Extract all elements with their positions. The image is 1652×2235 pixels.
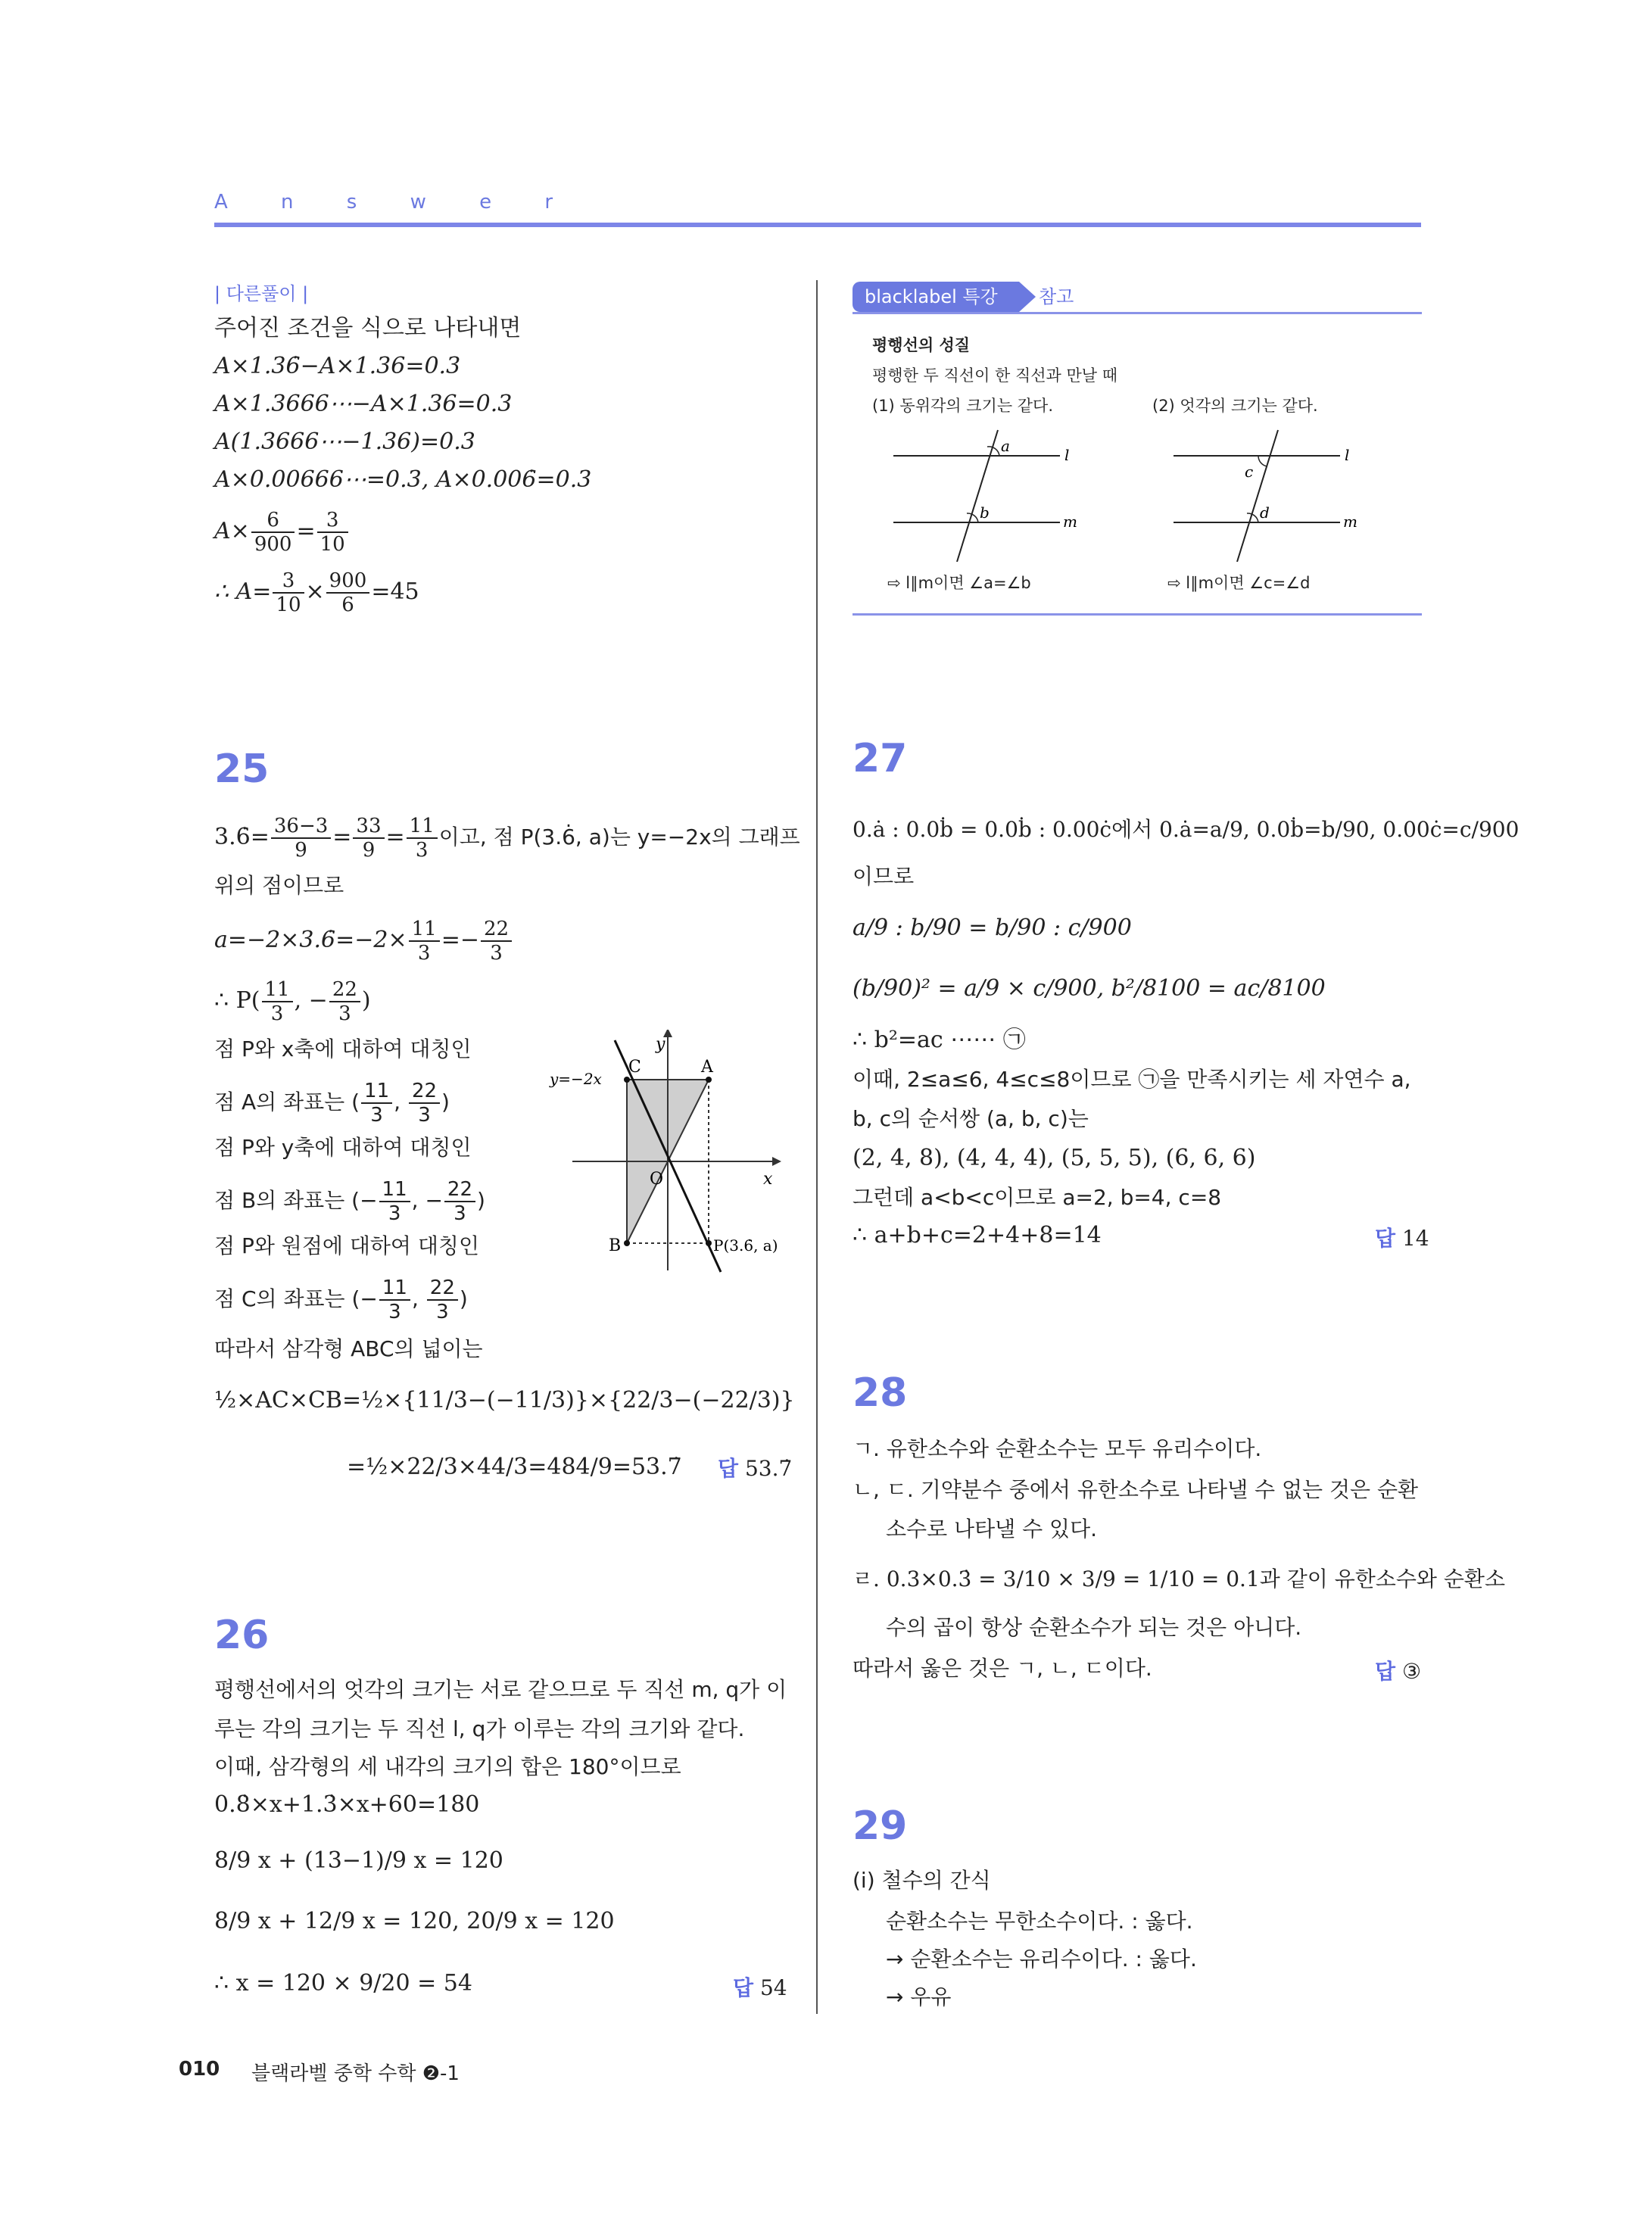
num: 3: [273, 569, 304, 594]
p25-answer: [718, 1452, 792, 1482]
p28-line: ㄴ, ㄷ. 기약분수 중에서 유한소수로 나타낼 수 없는 것은 순환: [852, 1477, 1419, 1502]
num: 36−3: [271, 815, 331, 839]
p29-line: → 순환소수는 유리수이다. : 옳다.: [886, 1947, 1197, 1972]
den: 3: [417, 942, 431, 965]
p27-line: 0.ȧ : 0.0ḃ = 0.0ḃ : 0.00ċ에서 0.ȧ=a/9, 0.0ḃ=b/90, 0.00ċ=c/900: [852, 817, 1520, 842]
label-m: m: [1063, 513, 1077, 531]
answer-value: ③: [1401, 1659, 1422, 1684]
p25-line: 3.6̇= $\frac{36-3}{9}$ = $\frac{33}{9}$ = $\frac{11}{3}$ 이고, 점 P(3.6̇, a)는 y=−2x의 그래프: [214, 815, 800, 862]
problem-26-number: 26: [214, 1613, 270, 1658]
box-case-2: (2) 엇각의 크기는 같다.: [1152, 397, 1318, 415]
box-formula-2: ⇨ l∥m이면 ∠c=∠d: [1167, 574, 1311, 592]
label-l: l: [1064, 446, 1070, 464]
text: =45: [371, 578, 419, 605]
num: 22: [329, 978, 360, 1002]
text: 점 A의 좌표는 (: [214, 1089, 360, 1114]
x-label: x: [763, 1170, 773, 1189]
box-formula-1: ⇨ l∥m이면 ∠a=∠b: [887, 574, 1031, 592]
corresponding-angles-figure: [889, 425, 1086, 562]
alt-line: A×1.36̇−A×1.36=0.3: [214, 353, 461, 379]
p-label: P(3.6̇, a): [713, 1236, 778, 1255]
p25-line: 점 P와 x축에 대하여 대칭인: [214, 1036, 472, 1061]
alt-line: A×0.00666⋯=0.3, A×0.006̇=0.3: [214, 466, 592, 493]
den: 3: [490, 942, 503, 965]
header-rule: [214, 223, 1421, 227]
p27-line: 그런데 a<b<c이므로 a=2, b=4, c=8: [852, 1185, 1222, 1210]
angle-b-arc: [967, 513, 978, 522]
den: 9: [362, 839, 376, 862]
den: 3: [370, 1104, 383, 1127]
answer-header: A n s w e r: [214, 191, 577, 214]
text: ): [459, 1286, 468, 1311]
num: 22: [444, 1178, 475, 1202]
p28-line: 수의 곱이 항상 순환소수가 되는 것은 아니다.: [886, 1615, 1302, 1640]
p26-answer: [733, 1972, 787, 2002]
origin-label: O: [650, 1170, 664, 1189]
p28-line: 소수로 나타낼 수 있다.: [886, 1516, 1098, 1541]
answer-label: 답: [733, 1975, 754, 2000]
label-m: m: [1343, 513, 1357, 531]
text: ,: [394, 1089, 407, 1114]
text: , −: [294, 987, 328, 1014]
problem-29-number: 29: [852, 1803, 908, 1849]
text: =−: [441, 927, 479, 953]
text: ×: [305, 578, 325, 605]
den: 900: [254, 533, 292, 556]
den: 9: [295, 839, 307, 862]
p25-area-result: =½×22/3×44/3=484/9=53.7̇: [347, 1454, 682, 1480]
text: ∴ P(: [214, 987, 260, 1014]
p26-line: 0.8̇×x+1.3̇×x+60=180: [214, 1791, 480, 1818]
num: 22: [409, 1080, 440, 1104]
c-label: C: [628, 1058, 641, 1077]
p27-line: 이므로: [852, 864, 915, 889]
num: 11: [379, 1178, 410, 1202]
box-bottom-rule: [852, 613, 1422, 616]
den: 3: [418, 1104, 431, 1127]
text: 이고, 점 P(3.6̇, a)는 y=−2x의 그래프: [438, 824, 800, 849]
p27-line: b, c의 순서쌍 (a, b, c)는: [852, 1106, 1089, 1131]
answer-label: 답: [718, 1456, 739, 1481]
p25-line: 점 P와 원점에 대하여 대칭인: [214, 1233, 480, 1258]
angle-d-arc: [1247, 513, 1258, 522]
num: 3: [317, 509, 348, 533]
num: 33: [353, 815, 384, 839]
p27-line: ∴ b²=ac ⋯⋯ ㉠: [852, 1027, 1026, 1053]
alt-line: A×1.3666⋯−A×1.36=0.3: [214, 391, 513, 417]
a-label: A: [701, 1058, 713, 1077]
point-a: [706, 1077, 712, 1083]
p29-line: 순환소수는 무한소수이다. : 옳다.: [886, 1909, 1193, 1934]
p25-line: [214, 978, 371, 1025]
text: ): [477, 1188, 485, 1213]
den: 6: [341, 594, 354, 616]
p28-answer: [1375, 1655, 1421, 1685]
transversal: [957, 430, 998, 562]
num: 11: [379, 1276, 410, 1301]
label-d: d: [1260, 503, 1270, 522]
label-l: l: [1345, 446, 1350, 464]
p25-line: 따라서 삼각형 ABC의 넓이는: [214, 1336, 483, 1361]
p28-line: ㄱ. 유한소수와 순환소수는 모두 유리수이다.: [852, 1436, 1262, 1461]
text: ): [441, 1089, 450, 1114]
alt-line: A(1.3666⋯−1.36)=0.3: [214, 429, 475, 455]
p27-line: (2, 4, 8), (4, 4, 4), (5, 5, 5), (6, 6, 6): [852, 1145, 1256, 1171]
blacklabel-box: [852, 282, 1422, 615]
den: 3: [415, 839, 429, 862]
box-tag: 참고: [1039, 286, 1074, 307]
box-top-rule: [852, 312, 1422, 314]
alt-line: 주어진 조건을 식으로 나타내면: [214, 315, 522, 341]
box-desc: 평행한 두 직선이 한 직선과 만날 때: [872, 366, 1118, 385]
text: 점 B의 좌표는 (−: [214, 1188, 378, 1213]
p26-line: 8/9 x + (13−1)/9 x = 120: [214, 1847, 503, 1874]
eq-label: y=−2x: [550, 1070, 602, 1088]
book-title: 블랙라벨 중학 수학 ❷-1: [251, 2062, 460, 2085]
p25-line: 위의 점이므로: [214, 873, 344, 898]
p25-area-line: ½×AC×CB=½×{11/3−(−11/3)}×{22/3−(−22/3)}: [214, 1387, 795, 1414]
box-tab: blacklabel 특강: [852, 282, 1019, 312]
problem-27-number: 27: [852, 736, 908, 781]
text: =: [296, 518, 316, 544]
point-b: [624, 1240, 630, 1246]
point-c: [624, 1077, 630, 1083]
label-c: c: [1245, 463, 1254, 481]
den: 3: [388, 1202, 401, 1225]
problem-25-number: 25: [214, 747, 270, 792]
point-p: [706, 1240, 712, 1246]
num: 6: [251, 509, 295, 533]
label-a: a: [1001, 437, 1010, 455]
p27-line: (b/90)² = a/9 × c/900, b²/8100 = ac/8100: [852, 975, 1326, 1002]
den: 3: [338, 1002, 351, 1025]
p29-line: → 우유: [886, 1984, 952, 2009]
p28-line: ㄹ. 0.3×0.3̇ = 3/10 × 3/9 = 1/10 = 0.1과 같이 유한소수와 순환소: [852, 1566, 1505, 1591]
den: 3: [436, 1301, 449, 1323]
p26-line: 8/9 x + 12/9 x = 120, 20/9 x = 120: [214, 1908, 615, 1934]
den: 3: [388, 1301, 401, 1323]
p27-line: 이때, 2≤a≤6, 4≤c≤8이므로 ㉠을 만족시키는 세 자연수 a,: [852, 1067, 1411, 1092]
num: 900: [326, 569, 370, 594]
alt-solution-tag: | 다른풀이 |: [214, 283, 309, 304]
p29-line: (i) 철수의 간식: [852, 1868, 991, 1893]
answer-label: 답: [1375, 1226, 1396, 1251]
page-number: 010: [179, 2058, 220, 2081]
alternate-angles-figure: [1169, 425, 1366, 562]
y-label: y: [656, 1035, 665, 1054]
num: 22: [481, 918, 512, 942]
p27-answer: [1375, 1222, 1429, 1252]
text: a=−2×3.6̇=−2×: [214, 927, 407, 953]
alt-fraction-line: [214, 509, 350, 556]
answer-value: 54: [759, 1975, 787, 2000]
label-b: b: [980, 503, 990, 522]
angle-c-arc: [1258, 456, 1267, 466]
b-label: B: [609, 1236, 622, 1255]
box-case-1: (1) 동위각의 크기는 같다.: [872, 397, 1054, 415]
p26-line: ∴ x = 120 × 9/20 = 54: [214, 1970, 472, 1997]
answer-label: 답: [1375, 1659, 1396, 1684]
num: 11: [407, 815, 438, 839]
num: 22: [427, 1276, 458, 1301]
p27-line: a/9 : b/90 = b/90 : c/900: [852, 915, 1132, 941]
alt-result-line: [214, 569, 419, 616]
box-title: 평행선의 성질: [872, 336, 971, 354]
answer-value: 53.7̇: [744, 1456, 793, 1481]
text: A×: [214, 518, 250, 544]
num: 11: [409, 918, 440, 942]
p25-line: [214, 1178, 485, 1225]
p26-line: 루는 각의 크기는 두 직선 l, q가 이루는 각의 크기와 같다.: [214, 1716, 745, 1741]
problem-28-number: 28: [852, 1370, 908, 1416]
text: , −: [411, 1188, 443, 1213]
p25-line: [214, 1080, 450, 1127]
den: 10: [276, 594, 301, 616]
p26-line: 평행선에서의 엇각의 크기는 서로 같으므로 두 직선 m, q가 이: [214, 1677, 787, 1702]
p25-graph: [545, 1030, 795, 1280]
p25-line: [214, 1276, 468, 1323]
transversal: [1237, 430, 1278, 562]
den: 10: [319, 533, 345, 556]
text: ,: [411, 1286, 425, 1311]
text: 점 C의 좌표는 (−: [214, 1286, 378, 1311]
num: 11: [361, 1080, 392, 1104]
p27-line: ∴ a+b+c=2+4+8=14: [852, 1222, 1102, 1248]
p25-line: 점 P와 y축에 대하여 대칭인: [214, 1135, 472, 1160]
answer-value: 14: [1401, 1226, 1429, 1251]
column-divider: [816, 280, 818, 2014]
angle-a-arc: [987, 447, 999, 456]
text: ∴ A=: [214, 578, 272, 605]
p26-line: 이때, 삼각형의 세 내각의 크기의 합은 180°이므로: [214, 1754, 681, 1779]
x-axis-arrow-icon: [772, 1157, 781, 1166]
p28-line: 따라서 옳은 것은 ㄱ, ㄴ, ㄷ이다.: [852, 1656, 1152, 1681]
den: 3: [270, 1002, 284, 1025]
p25-line: [214, 918, 513, 965]
den: 3: [454, 1202, 466, 1225]
text: ): [361, 987, 371, 1014]
num: 11: [262, 978, 293, 1002]
text: 3.6̇=: [214, 824, 270, 850]
